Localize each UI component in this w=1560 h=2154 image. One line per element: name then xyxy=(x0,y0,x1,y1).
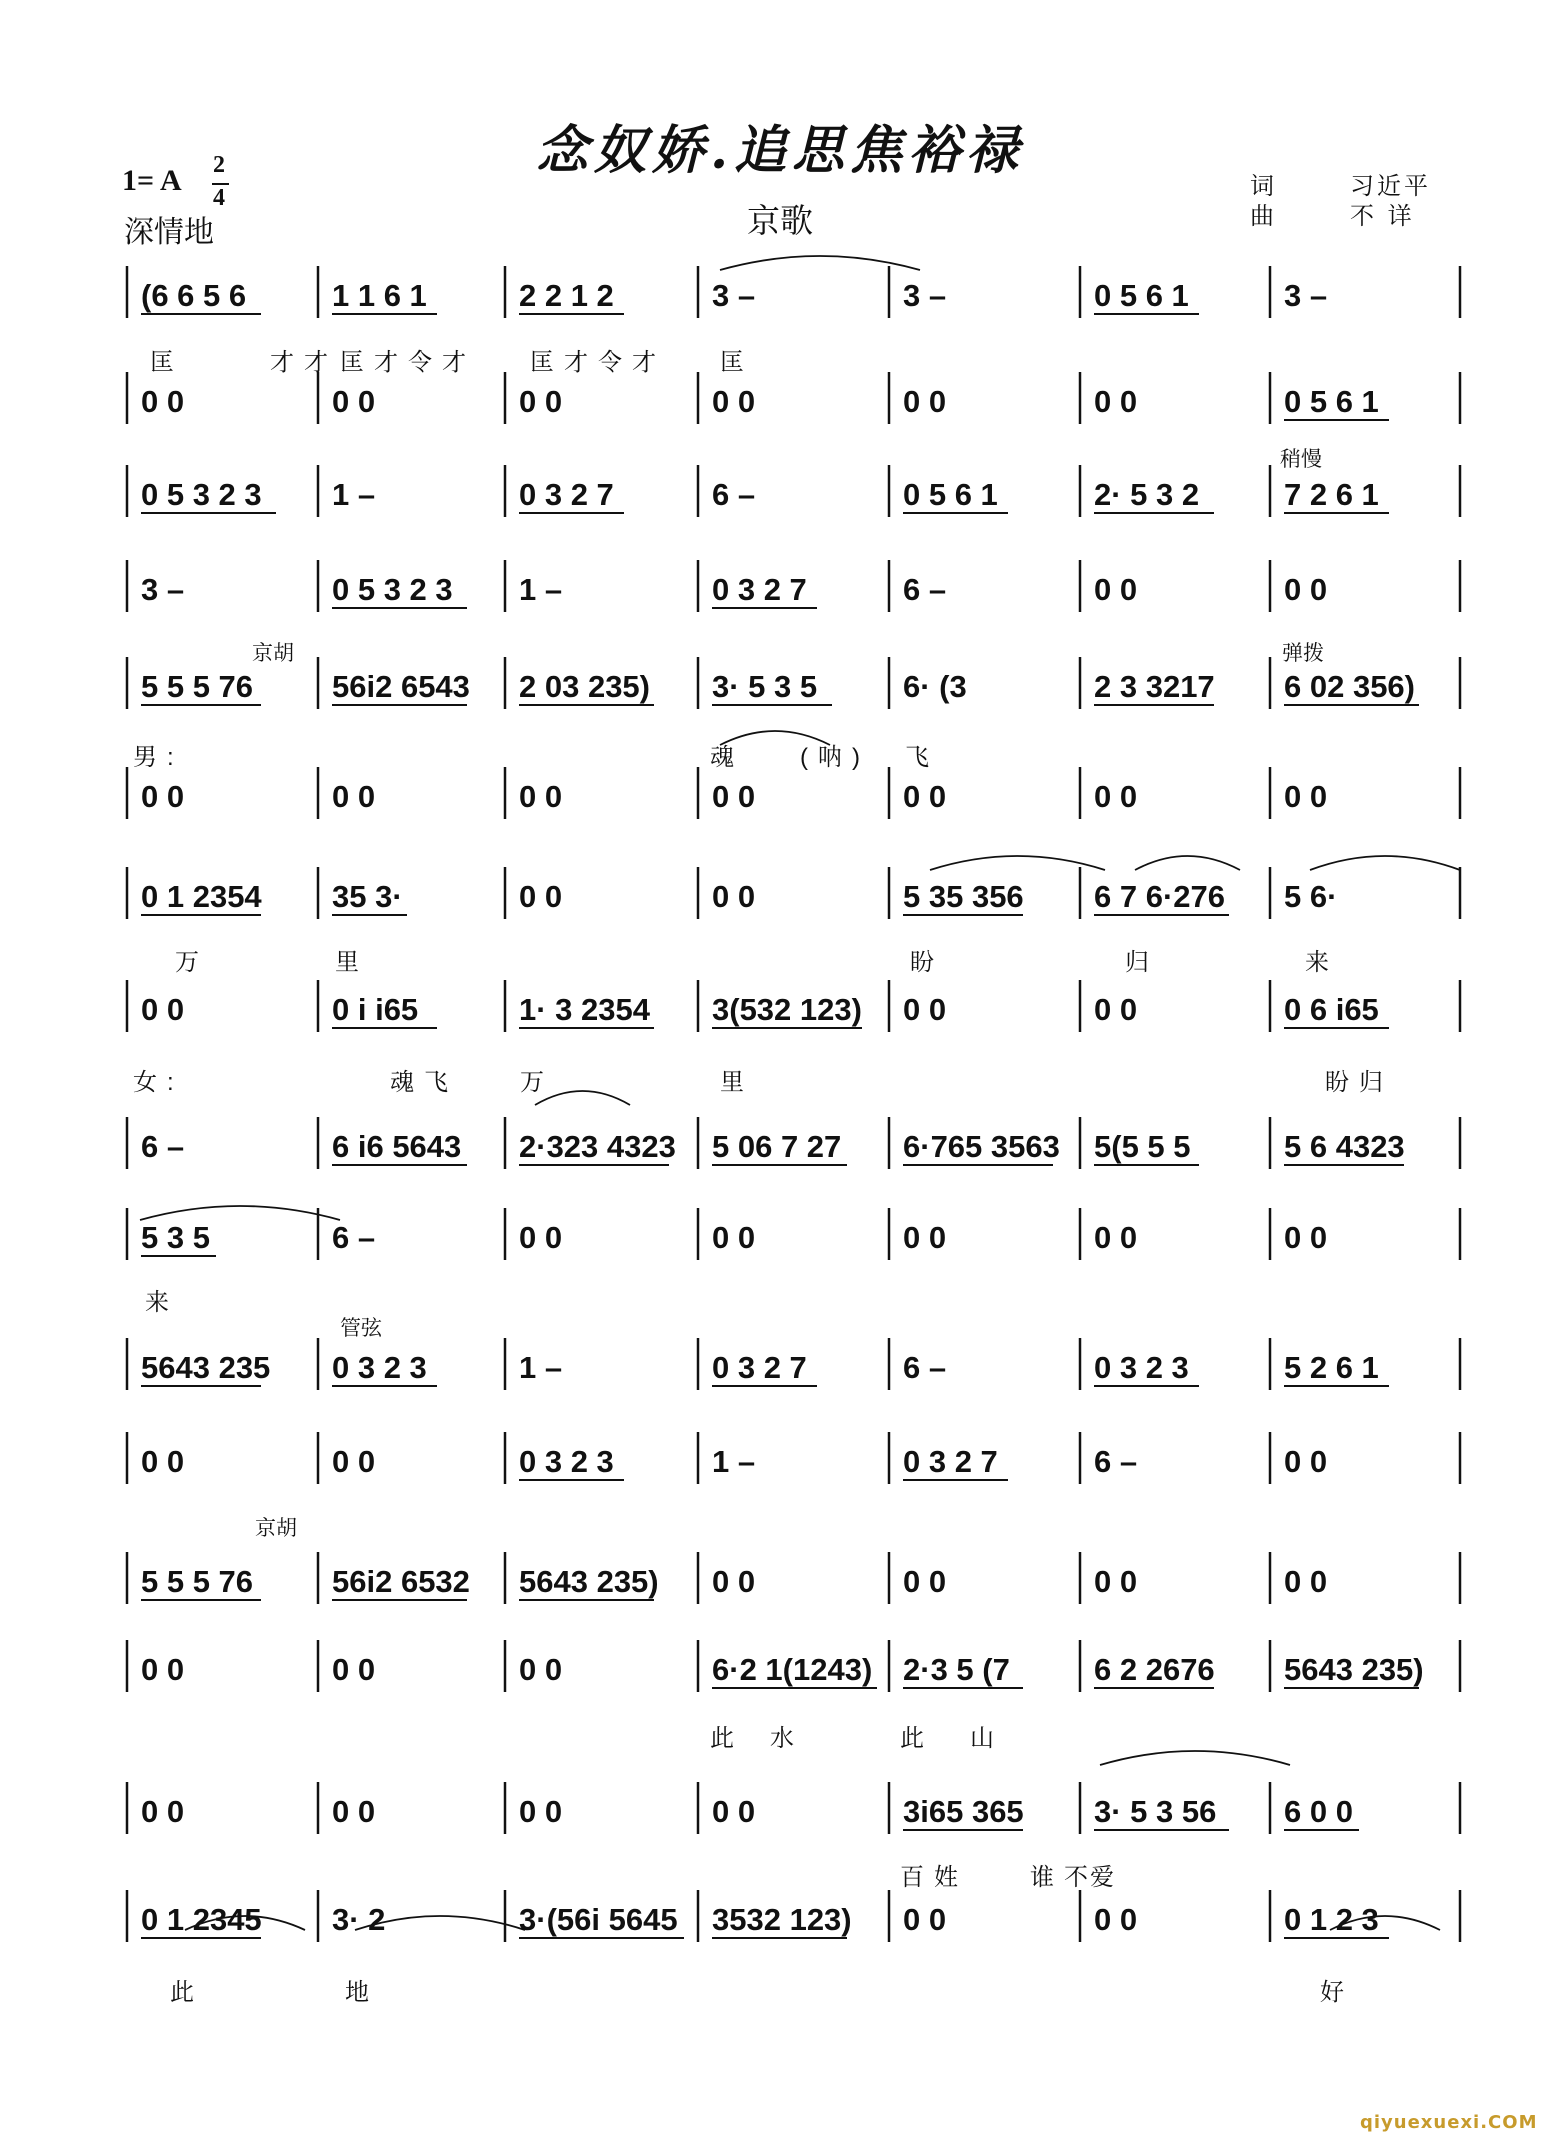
measure-notes: 2·3 5 (7 xyxy=(903,1652,1010,1687)
measure-notes: 0 0 xyxy=(332,779,376,814)
measure-notes: 0 0 xyxy=(332,1444,376,1479)
measure-notes: 0 0 xyxy=(712,1794,756,1829)
measure-notes: 5 35 356 xyxy=(903,879,1024,914)
lyric-text: 匡 xyxy=(720,349,754,376)
measure-notes: 0 0 xyxy=(1094,384,1138,419)
composer-name: 不 详 xyxy=(1350,202,1415,230)
measure-notes: 0 0 xyxy=(519,879,563,914)
measure-notes: 5643 235 xyxy=(141,1350,271,1385)
measure-notes: 0 1 2354 xyxy=(141,879,262,914)
measure-notes: 0 0 xyxy=(519,779,563,814)
lyric-text: 里 xyxy=(335,949,369,976)
measure-notes: 0 0 xyxy=(1094,572,1138,607)
measure-notes: 1 – xyxy=(712,1444,756,1479)
lyric-text: (呐) xyxy=(800,744,870,771)
measure-notes: 0 0 xyxy=(712,879,756,914)
measure-notes: 0 3 2 7 xyxy=(712,572,807,607)
instrument-mark: 稍慢 xyxy=(1280,448,1322,471)
measure-notes: 0 0 xyxy=(1284,779,1328,814)
lyric-text: 归 xyxy=(1125,949,1159,976)
lyric-text: 匡 xyxy=(150,349,184,376)
measure-notes: 0 0 xyxy=(712,384,756,419)
lyric-text: 山 xyxy=(970,1725,1004,1752)
measure-notes: 5 3 5 xyxy=(141,1220,210,1255)
lyric-text: 此 xyxy=(710,1725,744,1752)
measure-notes: 3 – xyxy=(903,278,947,313)
measure-notes: 0 0 xyxy=(903,384,947,419)
measure-notes: 0 5 3 2 3 xyxy=(332,572,453,607)
lyric-text: 里 xyxy=(720,1069,754,1096)
measure-notes: 5643 235) xyxy=(519,1564,659,1599)
measure-notes: 0 5 6 1 xyxy=(1284,384,1379,419)
measure-notes: 0 0 xyxy=(1094,779,1138,814)
measure-notes: 0 0 xyxy=(332,384,376,419)
lyric-text: 男: xyxy=(133,744,184,771)
measure-notes: 0 0 xyxy=(141,1444,185,1479)
lyric-text: 来 xyxy=(145,1289,179,1316)
measure-notes: 6 02 356) xyxy=(1284,669,1415,704)
measure-notes: 0 1 2345 xyxy=(141,1902,262,1937)
measure-notes: 0 0 xyxy=(903,779,947,814)
lyric-text: 此 xyxy=(900,1725,934,1752)
measure-notes: 5 5 5 76 xyxy=(141,669,254,704)
lyric-text: 好 xyxy=(1320,1979,1354,2006)
measure-notes: 0 0 xyxy=(903,992,947,1027)
measure-notes: 5 6 4323 xyxy=(1284,1129,1405,1164)
measure-notes: 0 6 i65 xyxy=(1284,992,1379,1027)
lyric-text: 爱 xyxy=(1090,1864,1124,1891)
lyric-text: 才才 xyxy=(270,349,338,376)
lyric-text: 此 xyxy=(170,1979,204,2006)
measure-notes: 3· 2 xyxy=(332,1902,386,1937)
measure-notes: 2· 5 3 2 xyxy=(1094,477,1200,512)
measure-notes: 0 1 2 3 xyxy=(1284,1902,1379,1937)
tempo-marking: 深情地 xyxy=(124,215,214,250)
measure-notes: 2·323 4323 xyxy=(519,1129,676,1164)
lyric-text: 匡才令才 xyxy=(340,349,476,376)
measure-notes: 5 06 7 27 xyxy=(712,1129,842,1164)
lyric-text: 飞 xyxy=(905,744,939,771)
measure-notes: 0 3 2 3 xyxy=(519,1444,614,1479)
measure-notes: 1 1 6 1 xyxy=(332,278,427,313)
measure-notes: 6 2 2676 xyxy=(1094,1652,1215,1687)
measure-notes: 5(5 5 5 xyxy=(1094,1129,1191,1164)
measure-notes: 2 3 3217 xyxy=(1094,669,1215,704)
lyric-text: 地 xyxy=(345,1979,379,2006)
key-signature: 1= A xyxy=(122,164,182,197)
measure-notes: 0 0 xyxy=(1094,992,1138,1027)
time-signature-denominator: 4 xyxy=(213,185,225,211)
measure-notes: 0 0 xyxy=(712,779,756,814)
measure-notes: 0 5 6 1 xyxy=(903,477,998,512)
measure-notes: 0 3 2 3 xyxy=(332,1350,427,1385)
lyric-text: 魂 xyxy=(710,744,744,771)
measure-notes: 0 0 xyxy=(1284,572,1328,607)
measure-notes: 3· 5 3 56 xyxy=(1094,1794,1217,1829)
lyric-text: 谁不 xyxy=(1030,1864,1098,1891)
measure-notes: 0 5 3 2 3 xyxy=(141,477,262,512)
measure-notes: 0 3 2 7 xyxy=(712,1350,807,1385)
measure-notes: 3 – xyxy=(141,572,185,607)
measure-notes: 6· (3 xyxy=(903,669,967,704)
measure-notes: 6 – xyxy=(1094,1444,1138,1479)
measure-notes: 0 0 xyxy=(141,384,185,419)
lyric-text: 万 xyxy=(520,1069,554,1096)
lyric-text: 来 xyxy=(1305,949,1339,976)
measure-notes: 0 0 xyxy=(1284,1220,1328,1255)
measure-notes: 6 i6 5643 xyxy=(332,1129,462,1164)
measure-notes: 5 5 5 76 xyxy=(141,1564,254,1599)
measure-notes: 0 0 xyxy=(903,1564,947,1599)
lyric-text: 百姓 xyxy=(900,1864,968,1891)
genre-label: 京歌 xyxy=(747,201,813,240)
slur xyxy=(1310,856,1460,870)
measure-notes: 3i65 365 xyxy=(903,1794,1024,1829)
measure-notes: 0 0 xyxy=(519,384,563,419)
measure-notes: 5 2 6 1 xyxy=(1284,1350,1379,1385)
lyric-text: 魂飞 xyxy=(390,1069,458,1096)
measure-notes: 5643 235) xyxy=(1284,1652,1424,1687)
measure-notes: 0 0 xyxy=(1094,1902,1138,1937)
measure-notes: 6 – xyxy=(903,1350,947,1385)
measure-notes: 6 – xyxy=(332,1220,376,1255)
measure-notes: 3· 5 3 5 xyxy=(712,669,818,704)
measure-notes: 0 3 2 7 xyxy=(903,1444,998,1479)
lyricist-name: 习近平 xyxy=(1350,172,1431,200)
measure-notes: 3 – xyxy=(1284,278,1328,313)
measure-notes: 56i2 6532 xyxy=(332,1564,470,1599)
measure-notes: 6·2 1(1243) xyxy=(712,1652,873,1687)
measure-notes: 6 0 0 xyxy=(1284,1794,1353,1829)
measure-notes: 2 2 1 2 xyxy=(519,278,614,313)
measure-notes: 0 0 xyxy=(141,992,185,1027)
time-signature-numerator: 2 xyxy=(213,152,225,178)
measure-notes: 1· 3 2354 xyxy=(519,992,650,1027)
measure-notes: 0 0 xyxy=(141,1794,185,1829)
measure-notes: 0 0 xyxy=(519,1652,563,1687)
measure-notes: 0 3 2 7 xyxy=(519,477,614,512)
slur xyxy=(1100,1751,1290,1765)
instrument-mark: 京胡 xyxy=(252,642,294,665)
measure-notes: 3·(56i 5645 xyxy=(519,1902,678,1937)
measure-notes: 3 – xyxy=(712,278,756,313)
measure-notes: 1 – xyxy=(332,477,376,512)
measure-notes: 0 0 xyxy=(141,1652,185,1687)
measure-notes: 3532 123) xyxy=(712,1902,852,1937)
measure-notes: 7 2 6 1 xyxy=(1284,477,1379,512)
measure-notes: 1 – xyxy=(519,1350,563,1385)
measure-notes: 0 i i65 xyxy=(332,992,419,1027)
measure-notes: 0 0 xyxy=(712,1564,756,1599)
measure-notes: 2 03 235) xyxy=(519,669,650,704)
measure-notes: 0 0 xyxy=(332,1652,376,1687)
slur xyxy=(140,1206,340,1220)
measure-notes: 5 6· xyxy=(1284,879,1338,914)
measure-notes: 6·765 3563 xyxy=(903,1129,1060,1164)
measure-notes: 0 0 xyxy=(141,779,185,814)
measure-notes: 0 5 6 1 xyxy=(1094,278,1189,313)
measure-notes: 3(532 123) xyxy=(712,992,862,1027)
composer-label: 曲 xyxy=(1250,202,1274,230)
measure-notes: 0 0 xyxy=(1094,1220,1138,1255)
measure-notes: 0 0 xyxy=(1284,1564,1328,1599)
measure-notes: 6 – xyxy=(141,1129,185,1164)
slur xyxy=(1135,856,1240,870)
measure-notes: 0 3 2 3 xyxy=(1094,1350,1189,1385)
measure-notes: 1 – xyxy=(519,572,563,607)
lyric-text: 万 xyxy=(175,949,209,976)
measure-notes: 35 3· xyxy=(332,879,403,914)
measure-notes: 0 0 xyxy=(332,1794,376,1829)
lyric-text: 水 xyxy=(770,1725,804,1752)
measure-notes: 56i2 6543 xyxy=(332,669,470,704)
lyric-text: 女: xyxy=(133,1069,184,1096)
measure-notes: 0 0 xyxy=(1094,1564,1138,1599)
lyric-text: 盼归 xyxy=(1325,1069,1393,1096)
measure-notes: 0 0 xyxy=(903,1902,947,1937)
lyricist-label: 词 xyxy=(1250,172,1274,200)
measure-notes: 6 7 6·276 xyxy=(1094,879,1225,914)
measure-notes: 0 0 xyxy=(903,1220,947,1255)
instrument-mark: 京胡 xyxy=(255,1517,297,1540)
measure-notes: (6 6 5 6 xyxy=(141,278,247,313)
measure-notes: 6 – xyxy=(903,572,947,607)
instrument-mark: 弹拨 xyxy=(1282,642,1324,665)
slur xyxy=(720,731,830,745)
watermark: qiyuexuexi.COM xyxy=(1360,2112,1538,2133)
lyric-text: 匡才令才 xyxy=(530,349,666,376)
measure-notes: 0 0 xyxy=(712,1220,756,1255)
measure-notes: 0 0 xyxy=(519,1220,563,1255)
measure-notes: 0 0 xyxy=(1284,1444,1328,1479)
instrument-mark: 管弦 xyxy=(340,1317,382,1340)
song-title: 念奴娇.追思焦裕禄 xyxy=(535,120,1025,181)
measure-notes: 6 – xyxy=(712,477,756,512)
lyric-text: 盼 xyxy=(910,949,944,976)
measure-notes: 0 0 xyxy=(519,1794,563,1829)
